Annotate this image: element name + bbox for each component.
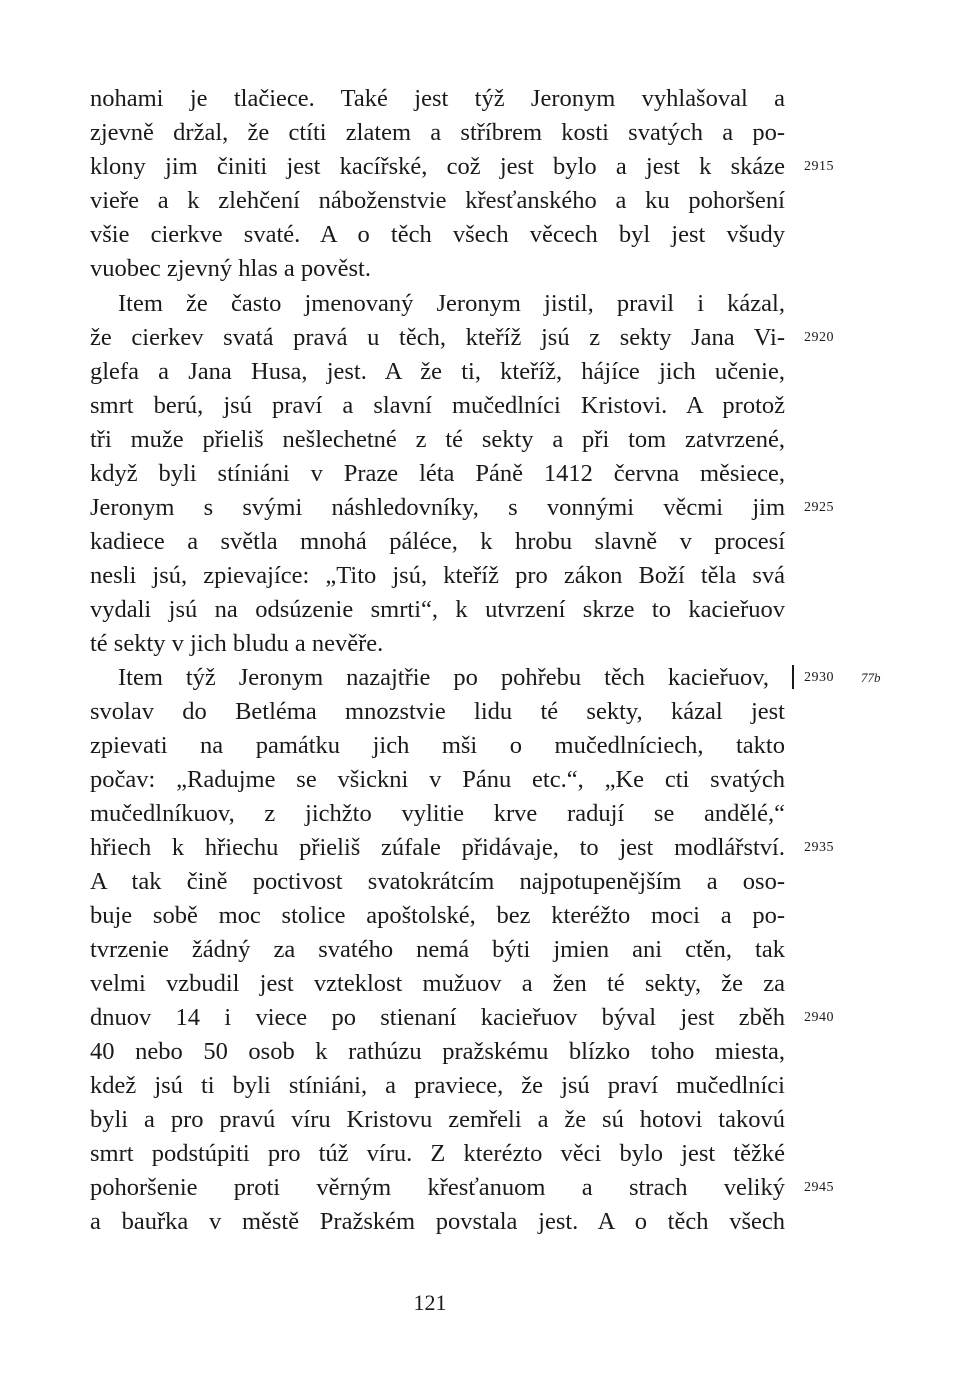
page-number: 121 [413,1290,447,1315]
text-line-32: smrt podstúpiti pro túž víru. Z kterézto věci bylo jest těžké [90,1140,785,1167]
text-line-26: tvrzenie žádný za svatého nemá býti jmien ani ctěn, tak [90,936,785,963]
text-line-9: glefa a Jana Husa, jest. A že ti, kteříž, hájíce jich učenie, [90,358,785,385]
text-line-10: smrt berú, jsú praví a slavní mučedlníci Kristovi. A protož [90,392,785,419]
folio-reference: 77b [861,670,881,685]
text-line-31: byli a pro pravú víru Kristovu zemřeli a že sú hotovi takovú [90,1106,785,1133]
text-line-7: Item že často jmenovaný Jeronym jistil, pravil i kázal, [118,290,785,317]
text-line-20: zpievati na památku jich mši o mučedlníciech, takto [90,732,785,759]
text-line-30: kdež jsú ti byli stíniáni, a praviece, že jsú praví mučedlníci [90,1072,785,1099]
text-line-33: pohoršenie proti věrným křesťanuom a strach veliký [90,1174,785,1201]
line-number-2925: 2925 [804,500,834,515]
text-line-6: vuobec zjevný hlas a pověst. [90,255,371,282]
text-line-3: klony jim činiti jest kacířské, což jest bylo a jest k skáze [90,153,785,180]
text-line-11: tři muže přieliš nešlechetné z té sekty a při tom zatvrzené, [90,426,785,453]
text-line-18-words: Item týž Jeronym nazajtřie po pohřebu těch kacieřuov, [118,664,770,691]
text-line-19: svolav do Betléma mnozstvie lidu té sekty, kázal jest [90,698,785,725]
text-line-2: zjevně držal, že ctíti zlatem a stříbrem kosti svatých a po- [90,119,785,146]
text-line-4: vieře a k zlehčení náboženstvie křesťanského a ku pohoršení [90,187,785,214]
folio-break-mark [792,665,794,689]
text-line-16: vydali jsú na odsúzenie smrti“, k utvrzení skrze to kacieřuov [90,596,785,623]
line-number-2935: 2935 [804,840,834,855]
text-line-25: buje sobě moc stolice apoštolské, bez kteréžto moci a po- [90,902,785,929]
text-line-17: té sekty v jich bludu a nevěře. [90,630,384,657]
text-line-24: A tak čině poctivost svatokrátcím najpotupenějším a oso- [90,868,785,895]
text-line-28: dnuov 14 i viece po stienaní kacieřuov býval jest zběh [90,1004,785,1031]
text-line-23: hřiech k hřiechu přieliš zúfale přidávaje, to jest modlářství. [90,834,785,861]
text-line-8: že cierkev svatá pravá u těch, kteříž jsú z sekty Jana Vi- [90,324,785,351]
text-line-34: a bauřka v městě Pražském povstala jest. A o těch všech [90,1208,785,1235]
text-line-12: když byli stíniáni v Praze léta Páně 1412 června měsiece, [90,460,785,487]
text-line-14: kadiece a světla mnohá páléce, k hrobu slavně v procesí [90,528,785,555]
line-number-2920: 2920 [804,330,834,345]
text-line-18 [118,662,794,694]
text-line-21: počav: „Radujme se všickni v Pánu etc.“, „Ke cti svatých [90,766,785,793]
line-number-2915: 2915 [804,159,834,174]
text-line-27: velmi vzbudil jest vzteklost mužuov a žen té sekty, že za [90,970,785,997]
text-line-22: mučedlníkuov, z jichžto vylitie krve radují se andělé,“ [90,800,785,827]
text-line-15: nesli jsú, zpievajíce: „Tito jsú, kteříž pro zákon Boží těla svá [90,562,785,589]
line-number-2945: 2945 [804,1180,834,1195]
text-line-13: Jeronym s svými náshledovníky, s vonnými věcmi jim [90,494,785,521]
text-line-29: 40 nebo 50 osob k rathúzu pražskému blízko toho miesta, [90,1038,785,1065]
text-line-1: nohami je tlačiece. Také jest týž Jeronym vyhlašoval a [90,85,785,112]
line-number-2940: 2940 [804,1010,834,1025]
text-line-5: všie cierkve svaté. A o těch všech věcech byl jest všudy [90,221,785,248]
line-number-2930: 2930 [804,670,834,685]
